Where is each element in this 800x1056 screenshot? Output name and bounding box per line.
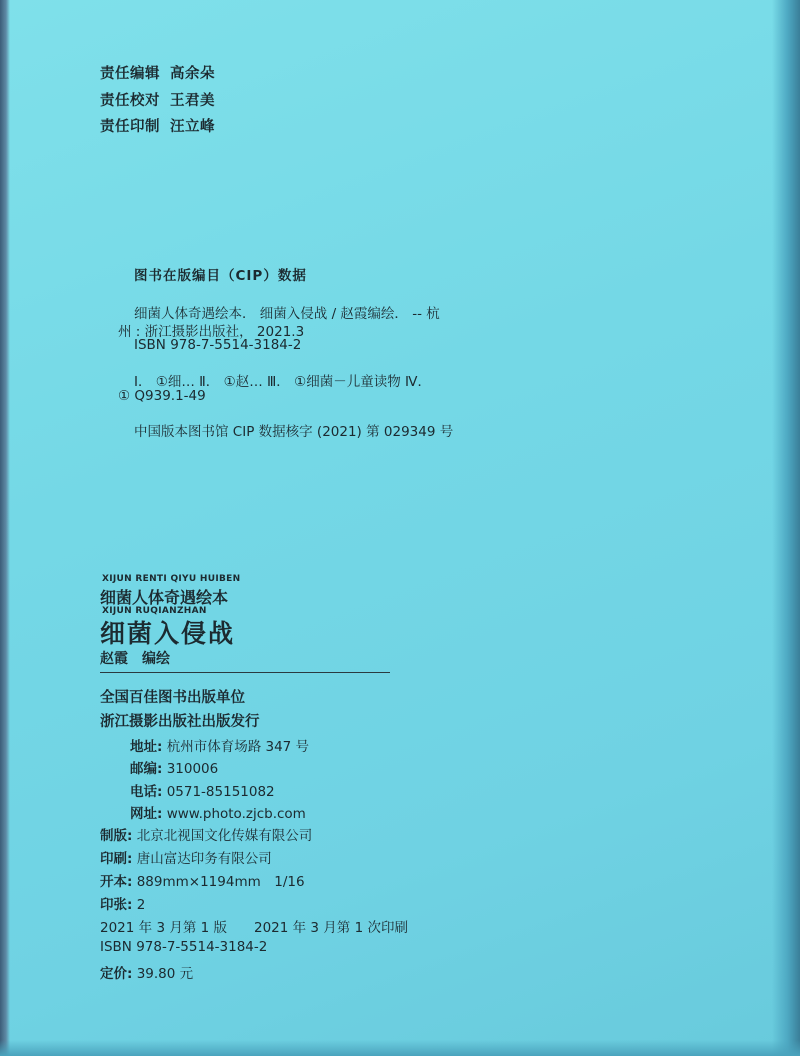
info-value: 杭州市体育场路 347 号	[166, 739, 310, 755]
website-line	[130, 802, 306, 822]
plate-making-line	[100, 824, 312, 844]
publisher-honor: 全国百佳图书出版单位	[100, 690, 245, 706]
staff-name: 高余朵	[170, 66, 215, 82]
cip-line: 州 : 浙江摄影出版社， 2021.3	[118, 324, 305, 340]
staff-line-editor	[100, 62, 215, 83]
printing-line	[100, 847, 272, 867]
info-label: 电话:	[130, 784, 163, 800]
page-right-edge	[772, 0, 800, 1056]
info-value: 310006	[166, 761, 219, 777]
info-label: 印张:	[100, 897, 133, 913]
info-label: 地址:	[130, 739, 163, 755]
staff-role: 责任印制	[100, 119, 160, 135]
cip-title: 图书在版编目（CIP）数据	[134, 268, 307, 284]
sheets-line	[100, 893, 145, 913]
page-bottom-edge	[0, 1040, 800, 1056]
address-line	[130, 735, 309, 755]
info-label: 网址:	[130, 806, 163, 822]
info-value: 889mm×1194mm 1/16	[136, 874, 305, 890]
staff-role: 责任编辑	[100, 66, 160, 82]
cip-classification: Ⅰ． ①细… Ⅱ． ①赵… Ⅲ． ①细菌－儿童读物 Ⅳ．	[134, 374, 431, 390]
cip-isbn: ISBN 978-7-5514-3184-2	[134, 337, 302, 353]
info-label: 邮编:	[130, 761, 163, 777]
postcode-line	[130, 757, 218, 777]
info-label: 制版:	[100, 828, 133, 844]
divider	[100, 672, 390, 673]
info-value: www.photo.zjcb.com	[166, 806, 306, 822]
price-line	[100, 962, 193, 982]
info-label: 开本:	[100, 874, 133, 890]
staff-line-print-supervisor	[100, 115, 215, 136]
info-label: 定价:	[100, 966, 133, 982]
price-value: 39.80 元	[136, 966, 194, 982]
info-value: 0571-85151082	[166, 784, 275, 800]
info-label: 印刷:	[100, 851, 133, 867]
info-value: 2	[136, 897, 146, 913]
info-value: 唐山富达印务有限公司	[136, 851, 272, 867]
info-value: 北京北视国文化传媒有限公司	[136, 828, 313, 844]
author-line: 赵霞 编绘	[100, 651, 170, 667]
phone-line	[130, 780, 275, 800]
staff-role: 责任校对	[100, 93, 160, 109]
page-left-edge	[0, 0, 10, 1056]
cip-record-number: 中国版本图书馆 CIP 数据核字 (2021) 第 029349 号	[134, 424, 454, 440]
book-title: 细菌入侵战	[100, 619, 236, 648]
series-pinyin: XIJUN RENTI QIYU HUIBEN	[102, 574, 241, 584]
format-line	[100, 870, 305, 890]
book-pinyin: XIJUN RUQIANZHAN	[102, 606, 207, 616]
isbn-line: ISBN 978-7-5514-3184-2	[100, 939, 268, 955]
staff-name: 汪立峰	[170, 119, 215, 135]
edition-line: 2021 年 3 月第 1 版 2021 年 3 月第 1 次印刷	[100, 920, 408, 936]
cip-line: 细菌人体奇遇绘本． 细菌入侵战 / 赵霞编绘． -- 杭	[134, 306, 440, 322]
publisher-name: 浙江摄影出版社出版发行	[100, 714, 260, 730]
staff-line-proofreader	[100, 89, 215, 110]
series-title: 细菌人体奇遇绘本	[100, 588, 229, 607]
cip-classification-code: ① Q939.1-49	[118, 388, 206, 404]
staff-name: 王君美	[170, 93, 215, 109]
